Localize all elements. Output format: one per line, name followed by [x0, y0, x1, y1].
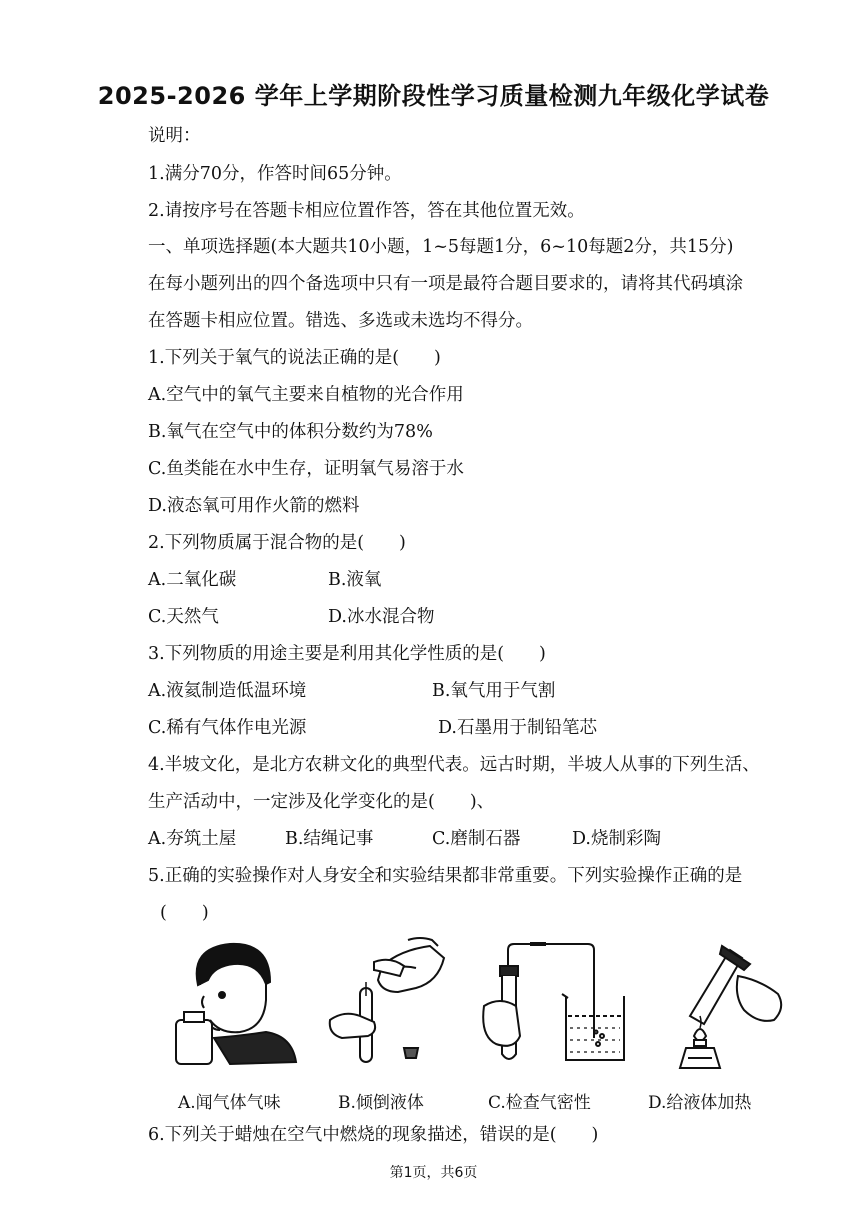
- question-stem: 3.下列物质的用途主要是利用其化学性质的是( ): [148, 644, 546, 664]
- option: B.氧气用于气割: [432, 681, 556, 701]
- heat-liquid-illustration: [650, 936, 790, 1076]
- section-heading: 一、单项选择题(本大题共10小题，1~5每题1分，6~10每题2分，共15分): [148, 237, 734, 257]
- page-footer: 第1页，共6页: [389, 1165, 478, 1181]
- option: A.液氦制造低温环境: [148, 681, 307, 701]
- figure-caption: D.给液体加热: [648, 1093, 752, 1113]
- option: A.空气中的氧气主要来自植物的光合作用: [148, 385, 464, 405]
- option: C.磨制石器: [432, 829, 521, 849]
- option: D.冰水混合物: [328, 607, 435, 627]
- figure-caption: A.闻气体气味: [178, 1093, 281, 1113]
- option: B.氧气在空气中的体积分数约为78%: [148, 422, 433, 442]
- option: C.天然气: [148, 607, 219, 627]
- figure-caption: B.倾倒液体: [338, 1093, 424, 1113]
- instructions-heading: 说明：: [148, 126, 201, 146]
- airtightness-check-illustration: [470, 936, 635, 1076]
- option: C.鱼类能在水中生存，证明氧气易溶于水: [148, 459, 464, 479]
- question-stem: 2.下列物质属于混合物的是( ): [148, 533, 406, 553]
- question-stem-continued: ( ): [160, 903, 209, 923]
- option: A.夯筑土屋: [148, 829, 237, 849]
- question-stem-continued: 生产活动中，一定涉及化学变化的是( )、: [148, 792, 495, 812]
- option: C.稀有气体作电光源: [148, 718, 307, 738]
- question-stem: 1.下列关于氧气的说法正确的是( ): [148, 348, 441, 368]
- option: B.液氧: [328, 570, 382, 590]
- section-description: 在答题卡相应位置。错选、多选或未选均不得分。: [148, 311, 533, 331]
- exam-title: 2025-2026 学年上学期阶段性学习质量检测九年级化学试卷: [97, 82, 770, 110]
- question-stem: 4.半坡文化，是北方农耕文化的典型代表。远古时期，半坡人从事的下列生活、: [148, 755, 760, 775]
- smell-gas-illustration: [170, 940, 300, 1070]
- instruction-item: 1.满分70分，作答时间65分钟。: [148, 164, 402, 184]
- question-stem: 6.下列关于蜡烛在空气中燃烧的现象描述，错误的是( ): [148, 1125, 599, 1145]
- option: A.二氧化碳: [148, 570, 237, 590]
- figure-caption: C.检查气密性: [488, 1093, 591, 1113]
- option: D.液态氧可用作火箭的燃料: [148, 496, 360, 516]
- option: B.结绳记事: [285, 829, 374, 849]
- section-description: 在每小题列出的四个备选项中只有一项是最符合题目要求的，请将其代码填涂: [148, 274, 743, 294]
- option: D.烧制彩陶: [572, 829, 661, 849]
- option: D.石墨用于制铅笔芯: [438, 718, 597, 738]
- question-stem: 5.正确的实验操作对人身安全和实验结果都非常重要。下列实验操作正确的是: [148, 866, 743, 886]
- pour-liquid-illustration: [320, 936, 450, 1076]
- instruction-item: 2.请按序号在答题卡相应位置作答，答在其他位置无效。: [148, 201, 585, 221]
